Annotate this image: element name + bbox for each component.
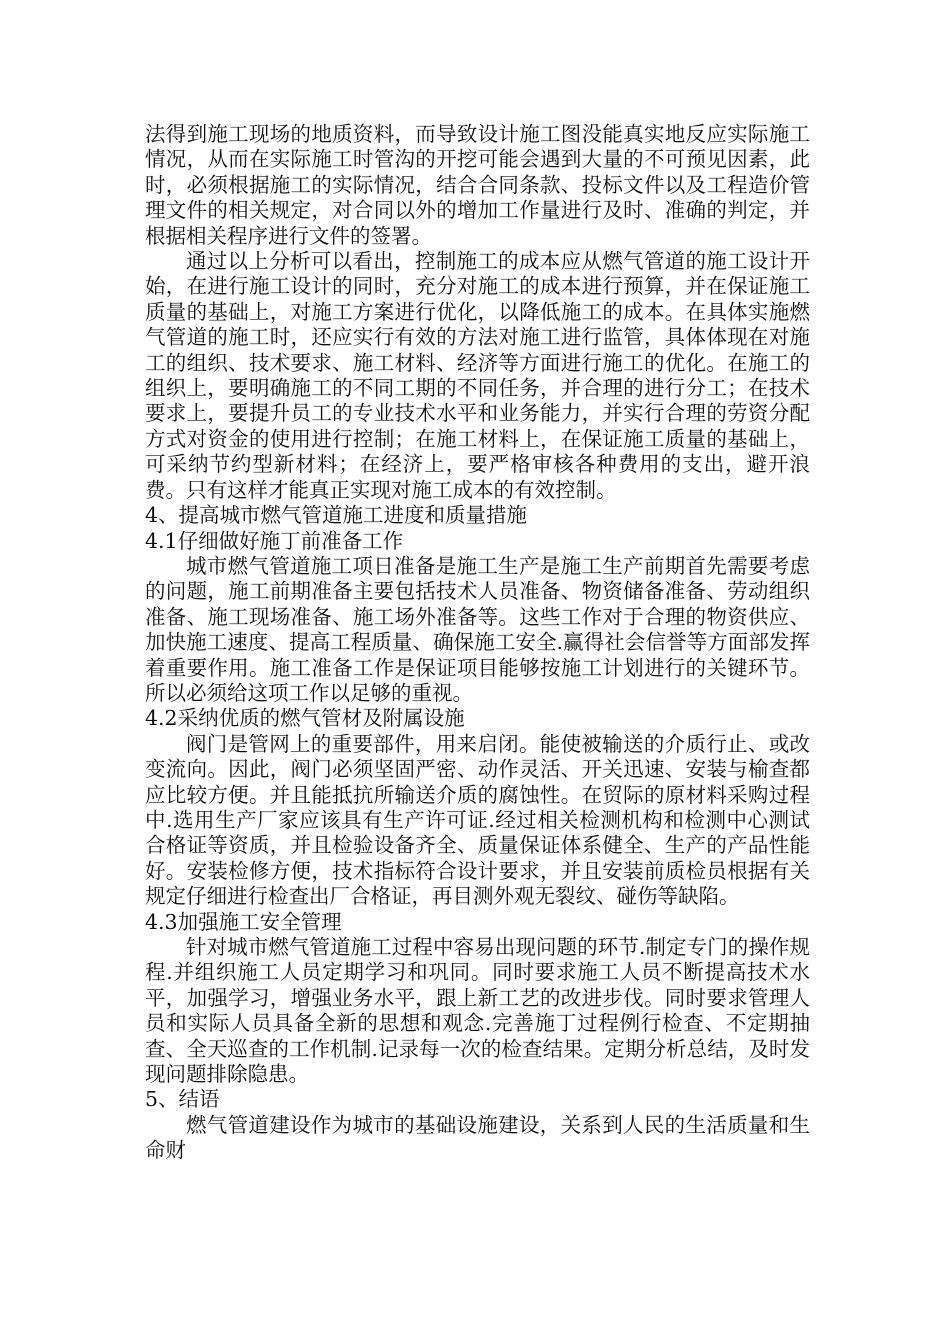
document-page bbox=[145, 122, 810, 1164]
subsection-heading-4-2: 4.2采纳优质的燃气管材及附属设施 bbox=[145, 706, 465, 731]
paragraph-conclusion: 燃气管道建设作为城市的基础设施建设，关系到人民的生活质量和生命财 bbox=[145, 1112, 810, 1163]
section-heading-4: 4、提高城市燃气管道施工进度和质量措施 bbox=[145, 503, 528, 528]
paragraph-cost-control: 通过以上分析可以看出，控制施工的成本应从燃气管道的施工设计开始，在进行施工设计的同时，充分对施工的成本进行预算，并在保证施工质量的基础上，对施工方案进行优化，以降低施工的成本。在具体实施燃气管道的施工时，还应实行有效的方法对施工进行监管，具体体现在对施工的组织、技术要求、施工材料、经济等方面进行施工的优化。在施工的组织上，要明确施工的不同工期的不同任务，并合理的进行分工；在技术要求上，要提升员工的专业技术水平和业务能力，并实行合理的劳资分配方式对资金的使用进行控制；在施工材料上，在保证施工质量的基础上，可采纳节约型新材料；在经济上，要严格审核各种费用的支出，避开浪费。只有这样才能真正实现对施工成本的有效控制。 bbox=[145, 249, 810, 502]
subsection-heading-4-1: 4.1仔细做好施丁前准备工作 bbox=[145, 528, 404, 553]
paragraph-valves: 阀门是管网上的重要部件，用来启闭。能使被输送的介质行止、或改变流向。因此，阀门必须坚固严密、动作灵活、开关迅速、安装与榆查都应比较方便。并且能抵抗所输送介质的腐蚀性。在贸际的原材料采购过程中.选用生产厂家应该具有生产许可证.经过相关检测机构和检测中心测试合格证等资质，并且检验设备齐全、质量保证体系健全、生产的产品性能好。安装检修方便，技术指标符合设计要求，并且安装前质检员根据有关规定仔细进行检查出厂合格证，再目测外观无裂纹、碰伤等缺陷。 bbox=[145, 731, 810, 909]
paragraph-preparation: 城市燃气管道施工项日准备是施工生产是施工生产前期首先需要考虑的问题，施工前期准备主要包括技术人员准备、物资储备准备、劳动组织准备、施工现场准备、施工场外准备等。这些工作对于合理的物资供应、加快施工速度、提高工程质量、确保施工安全.赢得社会信誉等方面部发挥着重要作用。施工准备工作是保证项目能够按施工计划进行的关键环节。所以必须给这项工作以足够的重视。 bbox=[145, 553, 810, 705]
section-heading-5: 5、结语 bbox=[145, 1087, 220, 1112]
paragraph-continuation: 法得到施工现场的地质资料，而导致设计施工图没能真实地反应实际施工情况，从而在实际施工时管沟的开挖可能会遇到大量的不可预见因素，此时，必须根据施工的实际情况，结合合同条款、投标文件以及工程造价管理文件的相关规定，对合同以外的增加工作量进行及时、准确的判定，并根据相关程序进行文件的签署。 bbox=[145, 122, 810, 248]
paragraph-safety: 针对城市燃气管道施工过程中容易出现问题的环节.制定专门的操作规程.并组织施工人员定期学习和巩同。同时要求施工人员不断提高技术水平，加强学习，增强业务水平，跟上新工艺的改进步伐。同时要求管理人员和实际人员具备全新的思想和观念.完善施丁过程例行检查、不定期抽查、全天巡查的工作机制.记录每一次的检查结果。定期分析总结，及时发现问题排除隐患。 bbox=[145, 935, 810, 1087]
subsection-heading-4-3: 4.3加强施工安全管理 bbox=[145, 909, 342, 934]
